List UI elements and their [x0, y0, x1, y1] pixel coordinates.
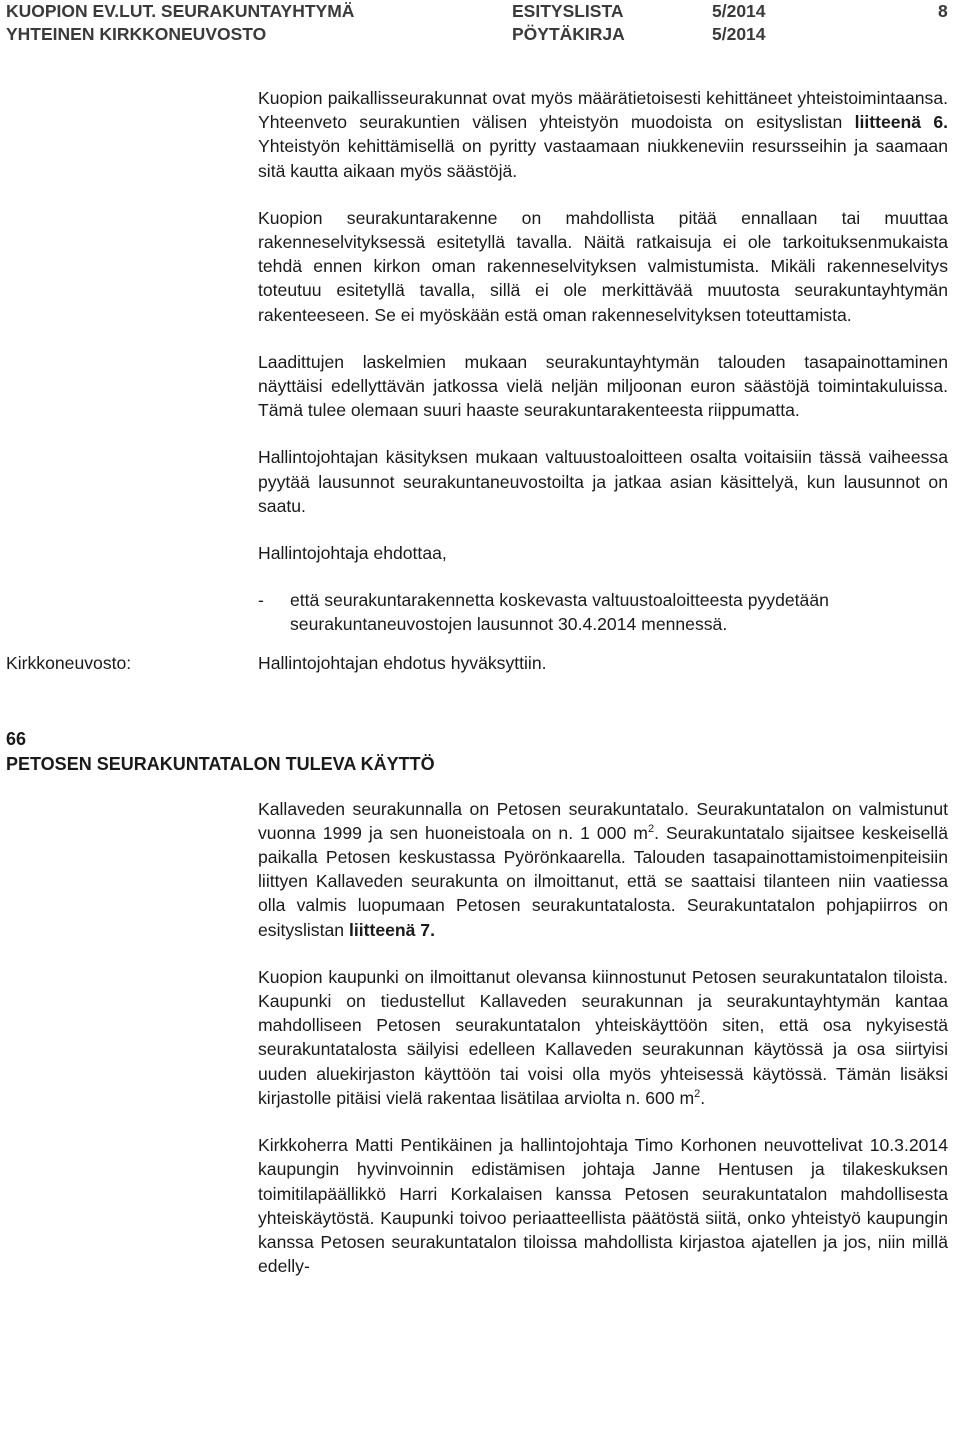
paragraph-text: Kuopion paikallisseurakunnat ovat myös määrätietoisesti kehittäneet yhteistoimintaansa. Yhteenveto seurakuntien välisen yhteistyön muodoista on esityslistan — [258, 88, 948, 133]
header-document-number: 5/2014 — [712, 1, 766, 21]
paragraph-proposer: Hallintojohtaja ehdottaa, — [258, 543, 447, 564]
paragraph-building — [258, 797, 948, 942]
header-minutes-number: 5/2014 — [712, 24, 766, 44]
paragraph-text: Kallaveden seurakunnalla on Petosen seurakuntatalo. Seurakuntatalon on valmistunut vuonna 1999 ja sen huoneistoala on n. 1 000 m — [258, 798, 948, 843]
header-body-name: YHTEINEN KIRKKONEUVOSTO — [6, 24, 267, 44]
header-minutes-type: PÖYTÄKIRJA — [512, 24, 625, 44]
proposal-text: että seurakuntarakennetta koskevasta valtuustoaloitteesta pyydetään seurakuntaneuvostojen lausunnot 30.4.2014 mennessä. — [290, 590, 829, 635]
superscript: 2 — [694, 1088, 701, 1101]
decision-row — [0, 651, 960, 675]
header-organization: KUOPION EV.LUT. SEURAKUNTAYHTYMÄ — [6, 1, 355, 21]
section-body — [258, 797, 948, 1279]
decision-text: Hallintojohtajan ehdotus hyväksyttiin. — [258, 652, 547, 673]
paragraph-text: . — [700, 1087, 706, 1108]
paragraph-structure: Kuopion seurakuntarakenne on mahdollista pitää ennallaan tai muuttaa rakenneselvityksessä esitetyllä tavalla. Näitä ratkaisuja ei ole tarkoituksenmukaista tehdä ennen kirkon oman rakenneselvityksen valmistumista. Mikäli rakenneselvitys toteutuu esitetyllä tavalla, sillä ei ole merkittävää muutosta seurakuntayhtymän rakenteeseen. Se ei myöskään estä oman rakenneselvityksen toteuttamista. — [258, 207, 948, 325]
page-number: 8 — [938, 1, 948, 21]
decision-label: Kirkkoneuvosto: — [6, 652, 132, 673]
section-number: 66 — [6, 728, 27, 749]
paragraph-statements: Hallintojohtajan käsityksen mukaan valtuustoaloitteen osalta voitaisiin tässä vaiheessa pyytää lausunnot seurakuntaneuvostoilta ja jatkaa asian käsittelyä, kun lausunnot on saatu. — [258, 447, 948, 516]
paragraph-city-interest — [258, 965, 948, 1110]
attachment-reference: liitteenä 7. — [348, 919, 435, 940]
paragraph-savings: Laadittujen laskelmien mukaan seurakuntayhtymän talouden tasapainottaminen näyttäisi edellyttävän jatkossa vielä neljän miljoonan euron säästöjä toimintakuluissa. Tämä tulee olemaan suuri haaste seurakuntarakenteesta riippumatta. — [258, 351, 948, 421]
superscript: 2 — [647, 823, 655, 835]
paragraph-negotiations: Kirkkoherra Matti Pentikäinen ja hallintojohtaja Timo Korhonen neuvottelivat 10.3.2014 kaupungin hyvinvoinnin edistämisen johtaja Janne Hentusen ja tilakeskuksen toimitilapäällikkö Harri Korkalaisen kanssa Petosen seurakuntatalon mahdollisesta yhteiskäytöstä. Kaupunki toivoo periaatteellista päätöstä siitä, onko yhteistyö kaupungin kanssa Petosen seurakuntatalon tiloissa mahdollista kirjastoa ajatellen ja jos, niin millä edelly- — [258, 1135, 948, 1277]
document-content — [0, 86, 960, 1301]
attachment-reference: liitteenä 6. — [854, 112, 949, 133]
dash-marker: - — [258, 590, 264, 611]
section-title: PETOSEN SEURAKUNTATALON TULEVA KÄYTTÖ — [6, 753, 435, 774]
header-line-2 — [0, 24, 960, 46]
paragraph-text: Yhteistyön kehittämisellä on pyritty vastaamaan niukkeneviin resursseihin ja saamaan sitä kautta aikaan myös säästöjä. — [258, 136, 948, 181]
paragraph-cooperation — [258, 86, 948, 183]
header-document-type: ESITYSLISTA — [512, 1, 624, 21]
paragraph-text: . Seurakuntatalo sijaitsee keskeisellä paikalla Petosen keskustassa Pyörönkaarella. Talouden tasapainottamistoimenpiteisiin liittyen Kallaveden seurakunta on ilmoittanut, että se saattaisi tilanteen niin vaatiessa olla valmis luopumaan Petosen seurakuntatalosta. Seurakuntatalon pohjapiirros on esityslistan — [258, 822, 949, 940]
proposal-item — [258, 588, 948, 636]
proposal-body — [258, 86, 948, 637]
page-header — [0, 0, 960, 50]
section-heading — [6, 727, 960, 777]
paragraph-text: Kuopion kaupunki on ilmoittanut olevansa kiinnostunut Petosen seurakuntatalon tiloista. Kaupunki on tiedustellut Kallaveden seurakunnan ja seurakuntayhtymän kantaa mahdolliseen Petosen seurakuntatalon yhteiskäyttöön siten, että osa nykyisestä seurakuntatalosta säilyisi edelleen Kallaveden seurakunnan käytössä ja osa siirtyisi uuden aluekirjaston käyttöön tai voisi olla myös yhteisessä käytössä. Tämän lisäksi kirjastolle pitäisi vielä rakentaa lisätilaa arviolta n. 600 m — [258, 966, 948, 1108]
header-line-1 — [0, 1, 960, 23]
